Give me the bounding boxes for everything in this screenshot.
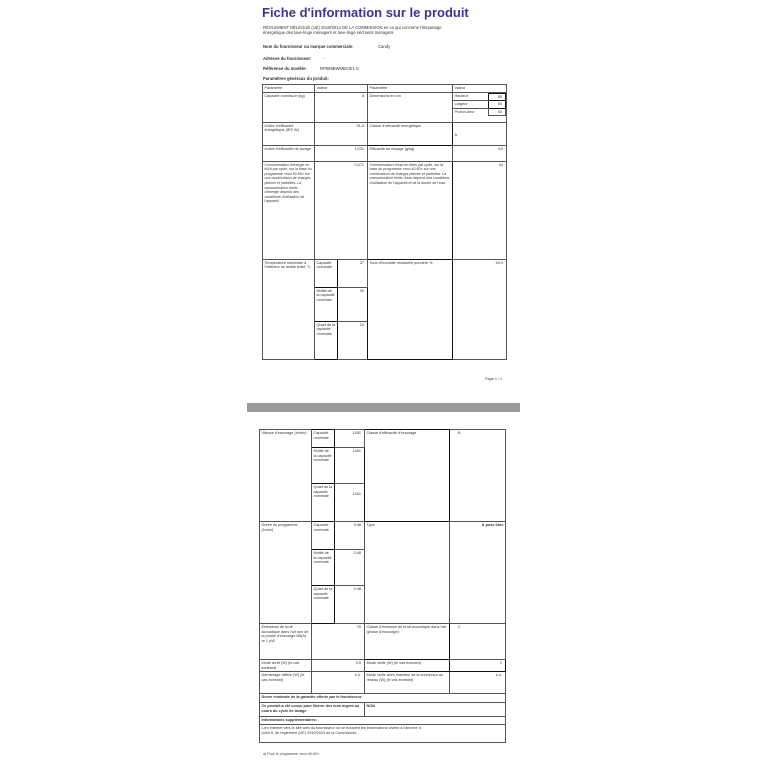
- table-row: [260, 694, 506, 703]
- water-consumption-label: Consommation d'eau en litres par cycle, sur la base du programme «eco 40-60» sur une combinaison de charges pleines et partielles. La consommation réelle d'eau dépend des conditions d'utilisation de l'appareil et de la dureté de l'eau.: [368, 161, 453, 259]
- capacity-value: 8: [315, 92, 368, 122]
- table-row: [260, 660, 506, 672]
- table-row: [260, 522, 506, 550]
- standby-value: 1: [450, 660, 506, 672]
- noise-class-label: Classe d'émission de bruit acoustique dans l'air (phase d'essorage): [365, 624, 450, 660]
- duration-value-2: 2:48: [335, 550, 365, 586]
- supplier-label: Nom du fournisseur ou marque commerciale:: [263, 44, 354, 49]
- supplier-link-cell: [260, 725, 506, 743]
- temp-value-1: 37: [338, 259, 368, 287]
- model-value: RP586BWMBC8/1-S: [320, 66, 359, 71]
- eei-label: Indice d'efficacité énergétique (IEE W): [263, 122, 315, 145]
- regulation-line-2: énergétique des lave-linge ménagers et lave-linge séchants ménagers: [263, 30, 394, 35]
- additional-info-label: Informations supplémentaires:: [260, 717, 506, 725]
- dimensions-label: Dimensions en cm: [368, 92, 453, 122]
- page-separator: [247, 403, 520, 412]
- silver-ion-label: Ce produit a été conçu pour libérer des ions argent au cours du cycle de lavage: [260, 703, 365, 717]
- duration-sub-label-2: Moitié de la capacité nominale: [312, 550, 335, 586]
- table-row: [260, 672, 506, 694]
- temperature-label: Température maximale à l'intérieur du textile traité °C: [263, 259, 315, 359]
- table-row: [263, 161, 507, 259]
- type-label: Type: [365, 522, 450, 624]
- table-row: [263, 145, 507, 161]
- type-value: À pose libre: [450, 522, 506, 624]
- table-row: [263, 122, 507, 145]
- delay-start-label: Démarrage différé (W) (le cas échéant): [260, 672, 312, 694]
- general-params-label: Paramètres généraux du produit:: [263, 76, 329, 81]
- table-row: [263, 92, 507, 122]
- temp-sub-label-2: Moitié de la capacité nominale: [315, 287, 338, 321]
- table-header-row: [263, 85, 507, 93]
- height-label: Hauteur: [453, 93, 488, 101]
- dimensions-subtable: [453, 93, 506, 117]
- supplier-value: Candy: [378, 44, 391, 49]
- spin-value-3: 1451: [335, 484, 365, 522]
- supplier-link-line-2: point 9, du règlement (UE) 2019/2023 de la Commission:: [261, 730, 358, 735]
- table-row: [263, 259, 507, 287]
- off-mode-value: 0,5: [312, 660, 365, 672]
- model-label: Référence du modèle:: [263, 66, 307, 71]
- temp-sub-label-1: Capacité nominale: [315, 259, 338, 287]
- duration-sub-label-1: Capacité nominale: [312, 522, 335, 550]
- eei-value: 51,8: [315, 122, 368, 145]
- temp-value-3: 24: [338, 321, 368, 359]
- spin-value-1: 1451: [335, 430, 365, 448]
- rinsing-label: Efficacité de rinçage (g/kg): [368, 145, 453, 161]
- standby-label: Mode veille (W) (le cas échéant): [365, 660, 450, 672]
- energy-class-label: Classe d'efficacité énergétique: [368, 122, 453, 145]
- networked-standby-value: s.o.: [450, 672, 506, 694]
- header-value-2: Valeur: [453, 85, 507, 93]
- page-title: Fiche d'information sur le produit: [262, 5, 469, 20]
- parameters-table: [262, 84, 507, 360]
- warranty-label: Durée minimale de la garantie offerte par le fournisseur:: [260, 694, 506, 703]
- width-value: 60: [488, 101, 506, 109]
- off-mode-label: Mode arrêt (W) (le cas échéant): [260, 660, 312, 672]
- spin-sub-label-2: Moitié de la capacité nominale: [312, 448, 335, 484]
- depth-label: Profon-deur: [454, 109, 475, 114]
- noise-label: Émissions de bruit acoustique dans l'air lors de la phase d'essorage dB(A) re 1 pW: [260, 624, 312, 660]
- regulation-line-1: RÈGLEMENT DÉLÉGUÉ (UE) 2019/2014 DE LA COMMISSION en ce qui concerne l'étiquetage: [263, 25, 442, 30]
- spin-class-label: Classe d'efficacité d'essorage: [365, 430, 450, 522]
- address-label: Adresse du fournisseur:: [263, 56, 312, 61]
- energy-class-value: A: [453, 122, 507, 145]
- width-label: Largeur: [453, 101, 488, 109]
- supplier-link-line-1: Lien internet vers le site web du fournisseur où se trouvent les informations visées à l'annexe II,: [261, 726, 422, 731]
- parameters-table-continued: [259, 429, 506, 743]
- silver-ion-value: NON: [365, 703, 506, 717]
- duration-label: Durée du programme (h:min): [260, 522, 312, 624]
- spin-value-2: 1451: [335, 448, 365, 484]
- footnote: a) Pour le programme «eco 40-60».: [263, 752, 320, 756]
- duration-sub-label-3: Quart de la capacité nominale: [312, 586, 335, 624]
- rinsing-value: 4,9: [453, 145, 507, 161]
- networked-standby-label: Mode veille avec maintien de la connexion au réseau (W) (le cas échéant): [365, 672, 450, 694]
- document-page-2: [253, 412, 515, 768]
- temp-sub-label-3: Quart de la capacité nominale: [315, 321, 338, 359]
- header-parameter: Paramètre: [263, 85, 315, 93]
- delay-start-value: s.o.: [312, 672, 365, 694]
- table-row: [260, 725, 506, 743]
- humidity-label: Taux d'humidité résiduelle pondéré %: [368, 259, 453, 359]
- spin-sub-label-1: Capacité nominale: [312, 430, 335, 448]
- temp-value-2: 30: [338, 287, 368, 321]
- washing-index-value: 1,031: [315, 145, 368, 161]
- height-value: 85: [488, 93, 506, 101]
- supplier-link-value: -: [358, 730, 360, 735]
- table-row: [260, 430, 506, 448]
- table-row: [260, 624, 506, 660]
- table-row: [260, 703, 506, 717]
- address-value: -: [323, 56, 325, 61]
- document-page-1: [253, 0, 515, 392]
- spin-sub-label-3: Quart de la capacité nominale: [312, 484, 335, 522]
- header-parameter-2: Paramètre: [368, 85, 453, 93]
- depth-value: 53: [488, 108, 506, 116]
- header-value: Valeur: [315, 85, 368, 93]
- page-number: Page 1 / 2: [485, 377, 503, 381]
- washing-index-label: Indice d'efficacité de lavage: [263, 145, 315, 161]
- humidity-value: 53,9: [453, 259, 507, 359]
- table-row: [260, 717, 506, 725]
- duration-value-1: 3:38: [335, 522, 365, 550]
- noise-class-value: C: [450, 624, 506, 660]
- spin-class-value: B: [450, 430, 506, 522]
- energy-consumption-label: Consommation d'énergie en kWh par cycle, sur la base du programme «eco 40-60» sur une combinaison de charges pleines et partielles. La consommation réelle d'énergie dépend des conditions d'utilisation de l'appareil.: [263, 161, 315, 259]
- water-consumption-value: 44: [453, 161, 507, 259]
- noise-value: 76: [312, 624, 365, 660]
- energy-consumption-value: 0,472: [315, 161, 368, 259]
- capacity-label: Capacité nomina-le (kg): [263, 92, 315, 122]
- spin-speed-label: Vitesse d'essorage (tr/min): [260, 430, 312, 522]
- duration-value-3: 2:48: [335, 586, 365, 624]
